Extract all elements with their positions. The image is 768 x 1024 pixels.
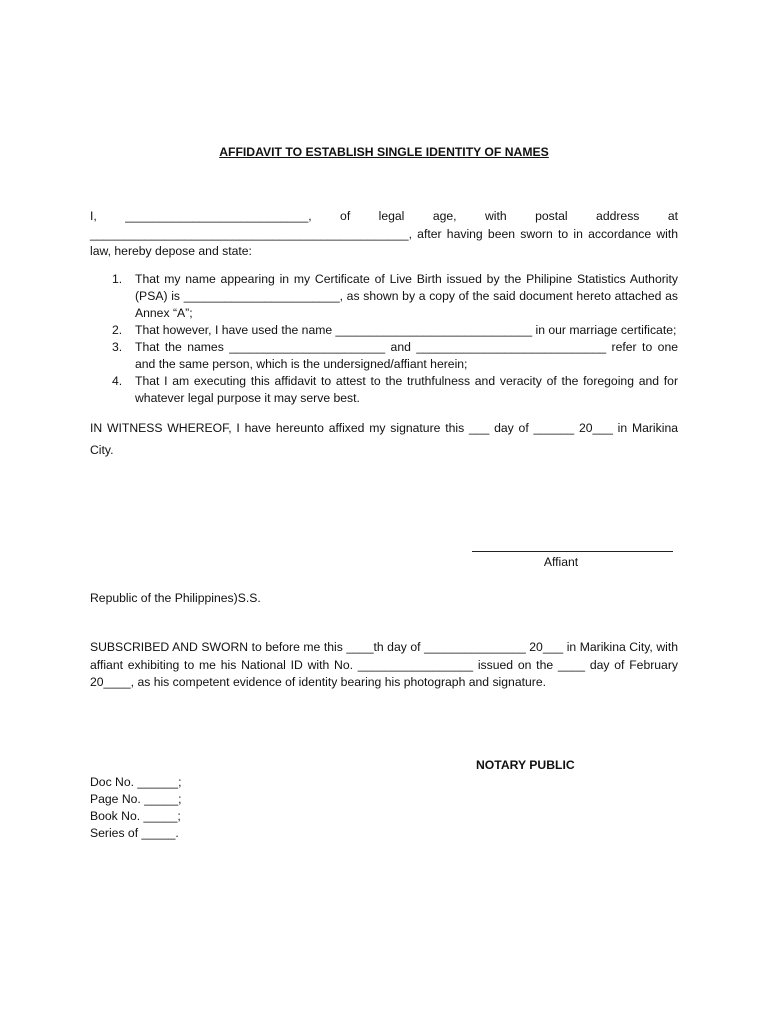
intro-paragraph [90, 208, 678, 261]
document-title: AFFIDAVIT TO ESTABLISH SINGLE IDENTITY OF NAMES [219, 145, 549, 159]
witness-line-2: City. [90, 443, 114, 457]
intro-line-2: _______________________________________________, after having been sworn to in accordance with [90, 226, 678, 241]
statement-number: 4. [112, 374, 123, 388]
doc-no: Doc No. ______; [90, 775, 182, 789]
statement-number: 3. [112, 340, 123, 354]
sworn-paragraph [90, 639, 678, 692]
statement-item-1 [90, 271, 678, 322]
witness-paragraph [90, 417, 678, 461]
statement-text: That I am executing this affidavit to attest to the truthfulness and veracity of the foregoing and for whatever legal purpose it may serve best. [135, 374, 678, 405]
venue-line: Republic of the Philippines)S.S. [90, 591, 261, 605]
notary-public-label: NOTARY PUBLIC [476, 758, 575, 772]
notarial-register [90, 774, 181, 842]
sworn-line-1: SUBSCRIBED AND SWORN to before me this ____th day of _______________ 20___ in Marikina City, with [90, 640, 678, 654]
statement-item-2 [90, 322, 678, 339]
statement-item-4 [90, 373, 678, 407]
statement-text: That my name appearing in my Certificate of Live Birth issued by the Philipine Statistics Authority (PSA) is _______________________, as shown by a copy of the said document hereto attached as Annex “A”; [135, 272, 678, 320]
statement-text: That however, I have used the name _____________________________ in our marriage certificate; [135, 323, 677, 337]
statement-item-3 [90, 339, 678, 373]
statement-text: That the names _______________________ and ____________________________ refer to one and the same person, which is the undersigned/affiant herein; [135, 340, 678, 371]
statement-number: 1. [112, 272, 123, 286]
sworn-line-3: 20____, as his competent evidence of identity bearing his photograph and signature. [90, 675, 546, 690]
affiant-label: Affiant [543, 555, 579, 569]
sworn-line-2: affiant exhibiting to me his National ID with No. _________________ issued on the ____ day of February [90, 657, 678, 672]
statement-list [90, 271, 678, 407]
statement-number: 2. [112, 323, 123, 337]
series-of: Series of _____. [90, 826, 179, 840]
page-no: Page No. _____; [90, 792, 182, 806]
intro-line-1: I, ___________________________, of legal age, with postal address at [90, 209, 678, 223]
intro-line-3: law, hereby depose and state: [90, 244, 252, 259]
book-no: Book No. _____; [90, 809, 181, 823]
affiant-signature-line [472, 539, 673, 552]
witness-line-1: IN WITNESS WHEREOF, I have hereunto affixed my signature this ___ day of ______ 20___ in Marikina [90, 421, 678, 435]
